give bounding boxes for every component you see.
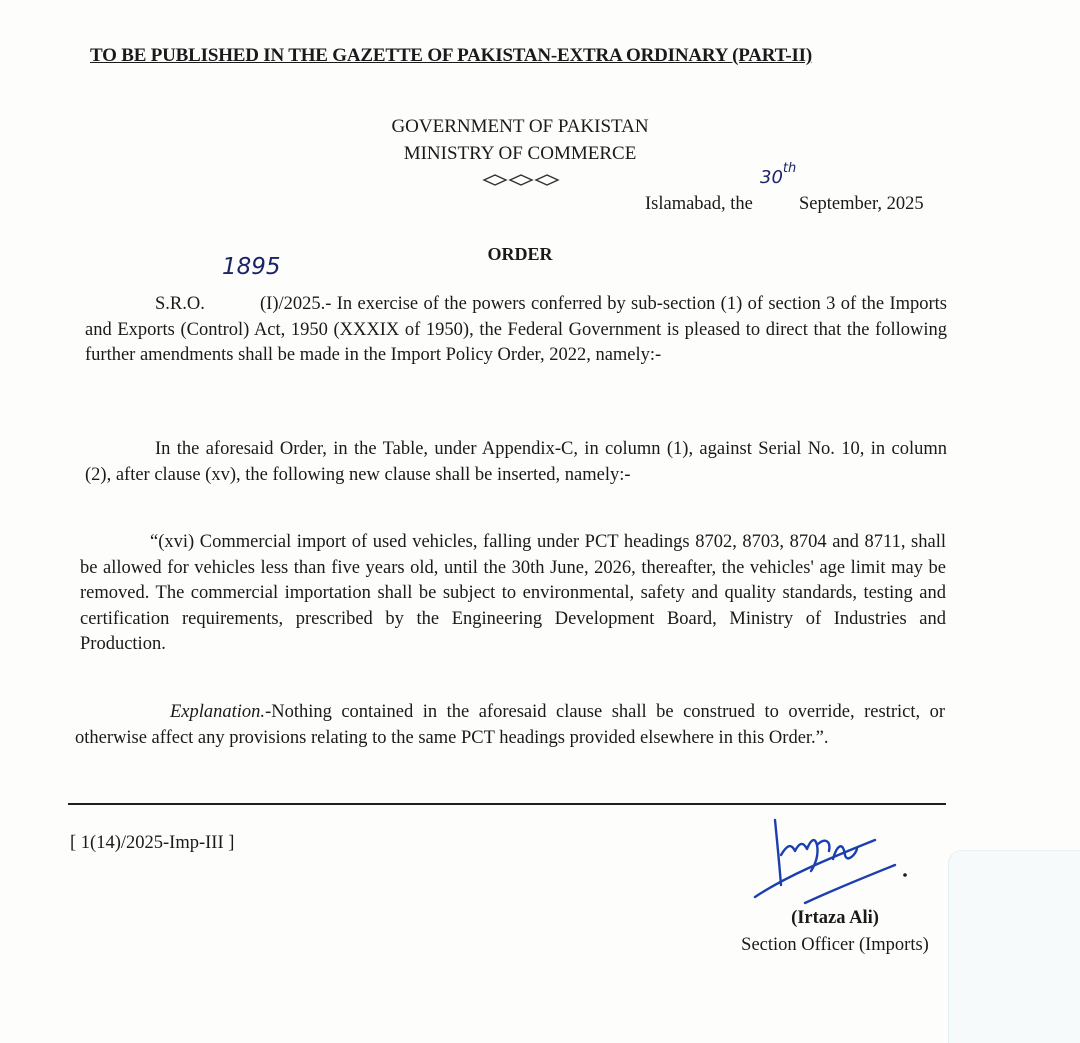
diamond-ornament-icon <box>482 173 562 187</box>
date-month-year: September, 2025 <box>799 194 924 214</box>
sro-label: S.R.O. <box>155 294 205 314</box>
gazette-heading: TO BE PUBLISHED IN THE GAZETTE OF PAKISTAN-EXTRA ORDINARY (PART-II) <box>90 45 812 66</box>
horizontal-divider <box>68 803 946 805</box>
paragraph-new-clause <box>80 530 946 658</box>
signer-designation: Section Officer (Imports) <box>741 935 929 955</box>
diamond-ornament-icon <box>510 175 532 185</box>
handwritten-sro-number: 1895 <box>222 254 281 280</box>
scan-artifact <box>948 850 1080 1043</box>
handwritten-day-suffix: th <box>782 161 797 176</box>
handwritten-day: 30 <box>760 167 783 188</box>
handwritten-date <box>760 161 797 188</box>
file-reference: [ 1(14)/2025-Imp-III ] <box>70 833 235 853</box>
paragraph-sro <box>85 292 947 369</box>
order-title: ORDER <box>487 244 553 264</box>
paragraph-explanation <box>75 700 945 751</box>
signer-name: (Irtaza Ali) <box>791 908 879 928</box>
government-heading: GOVERNMENT OF PAKISTAN <box>391 116 649 137</box>
paragraph-amendment-text: In the aforesaid Order, in the Table, under Appendix-C, in column (1), against Serial No. 10, in column (2), after clause (xv), the following new clause shall be inserted, namely:- <box>85 439 947 485</box>
paragraph-explanation-text: -Nothing contained in the aforesaid clause shall be construed to override, restrict, or otherwise affect any provisions relating to the same PCT headings provided elsewhere in this Order.”. <box>75 702 945 748</box>
explanation-label: Explanation. <box>170 702 266 722</box>
diamond-ornament-icon <box>536 175 558 185</box>
handwritten-signature <box>745 815 925 905</box>
diamond-ornament-icon <box>484 175 506 185</box>
date-place: Islamabad, the <box>645 194 753 214</box>
paragraph-new-clause-text: “(xvi) Commercial import of used vehicles, falling under PCT headings 8702, 8703, 8704 and 8711, shall be allowed for vehicles less than five years old, until the 30th June, 2026, thereafter, the vehicles' age limit may be removed. The commercial importation shall be subject to environmental, safety and quality standards, testing and certification requirements, prescribed by the Engineering Development Board, Ministry of Industries and Production. <box>80 532 946 654</box>
paragraph-amendment <box>85 437 947 488</box>
paragraph-sro-text: (I)/2025.- In exercise of the powers conferred by sub-section (1) of section 3 of the Imports and Exports (Control) Act, 1950 (XXXIX of 1950), the Federal Government is pleased to direct that the following further amendments shall be made in the Import Policy Order, 2022, namely:- <box>85 294 947 365</box>
ministry-heading: MINISTRY OF COMMERCE <box>403 143 637 164</box>
